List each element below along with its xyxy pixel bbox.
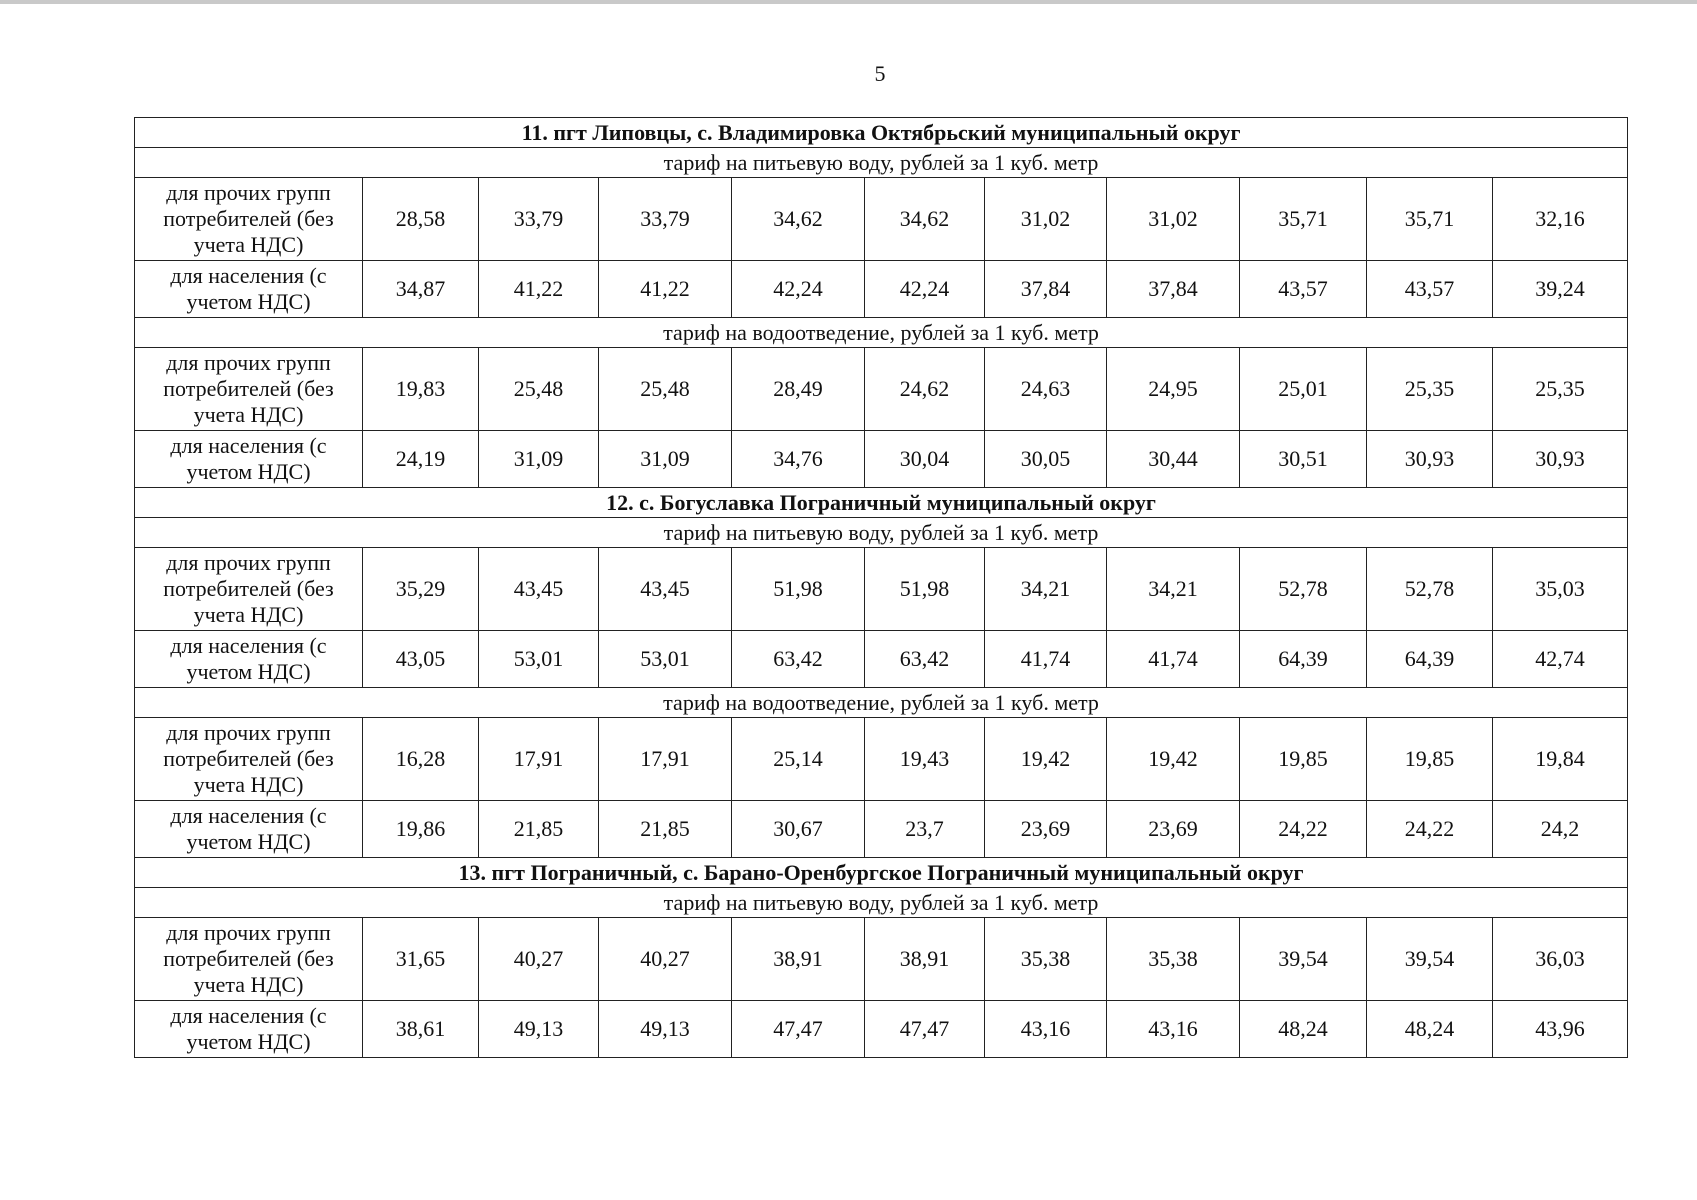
tariff-subheader: тариф на водоотведение, рублей за 1 куб. метр xyxy=(135,688,1628,718)
tariff-value-cell: 25,48 xyxy=(479,348,599,431)
tariff-value-cell: 24,2 xyxy=(1493,801,1628,858)
tariff-value-cell: 24,22 xyxy=(1240,801,1367,858)
tariff-value-cell: 42,24 xyxy=(732,261,865,318)
tariff-value-cell: 30,44 xyxy=(1107,431,1240,488)
tariff-value-cell: 31,09 xyxy=(599,431,732,488)
tariff-value-cell: 31,02 xyxy=(1107,178,1240,261)
table-row xyxy=(135,718,1628,801)
tariff-subheader: тариф на питьевую воду, рублей за 1 куб. метр xyxy=(135,518,1628,548)
page-number: 5 xyxy=(874,61,886,86)
row-label: для прочих групп потребителей (без учета НДС) xyxy=(135,178,363,261)
tariff-value-cell: 19,83 xyxy=(363,348,479,431)
tariff-value-cell: 48,24 xyxy=(1240,1001,1367,1058)
tariff-value-cell: 35,38 xyxy=(985,918,1107,1001)
tariff-value-cell: 63,42 xyxy=(865,631,985,688)
tariff-value-cell: 49,13 xyxy=(479,1001,599,1058)
tariff-value-cell: 35,71 xyxy=(1240,178,1367,261)
tariff-value-cell: 42,24 xyxy=(865,261,985,318)
tariff-value-cell: 33,79 xyxy=(599,178,732,261)
row-label: для прочих групп потребителей (без учета НДС) xyxy=(135,348,363,431)
tariff-value-cell: 49,13 xyxy=(599,1001,732,1058)
tariff-value-cell: 34,76 xyxy=(732,431,865,488)
tariff-value-cell: 24,62 xyxy=(865,348,985,431)
row-label: для прочих групп потребителей (без учета НДС) xyxy=(135,718,363,801)
tariff-value-cell: 63,42 xyxy=(732,631,865,688)
tariff-value-cell: 30,51 xyxy=(1240,431,1367,488)
row-label: для населения (с учетом НДС) xyxy=(135,261,363,318)
tariff-value-cell: 34,87 xyxy=(363,261,479,318)
tariff-value-cell: 34,62 xyxy=(732,178,865,261)
tariff-value-cell: 39,24 xyxy=(1493,261,1628,318)
tariff-value-cell: 23,69 xyxy=(1107,801,1240,858)
tariff-value-cell: 51,98 xyxy=(732,548,865,631)
tariff-value-cell: 39,54 xyxy=(1240,918,1367,1001)
tariff-value-cell: 43,57 xyxy=(1367,261,1493,318)
tariff-value-cell: 40,27 xyxy=(479,918,599,1001)
tariff-subheader-row xyxy=(135,888,1628,918)
tariff-value-cell: 43,16 xyxy=(985,1001,1107,1058)
row-label: для населения (с учетом НДС) xyxy=(135,1001,363,1058)
tariff-value-cell: 24,22 xyxy=(1367,801,1493,858)
table-row xyxy=(135,178,1628,261)
tariff-value-cell: 53,01 xyxy=(599,631,732,688)
tariff-value-cell: 30,04 xyxy=(865,431,985,488)
table-row xyxy=(135,261,1628,318)
tariff-value-cell: 24,19 xyxy=(363,431,479,488)
tariff-value-cell: 21,85 xyxy=(479,801,599,858)
tariff-value-cell: 52,78 xyxy=(1367,548,1493,631)
tariff-value-cell: 21,85 xyxy=(599,801,732,858)
tariff-value-cell: 35,71 xyxy=(1367,178,1493,261)
tariff-value-cell: 24,95 xyxy=(1107,348,1240,431)
tariff-value-cell: 42,74 xyxy=(1493,631,1628,688)
table-row xyxy=(135,548,1628,631)
tariff-value-cell: 38,91 xyxy=(865,918,985,1001)
tariff-value-cell: 64,39 xyxy=(1240,631,1367,688)
row-label: для прочих групп потребителей (без учета НДС) xyxy=(135,918,363,1001)
tariff-value-cell: 17,91 xyxy=(479,718,599,801)
tariff-subheader: тариф на питьевую воду, рублей за 1 куб. метр xyxy=(135,148,1628,178)
tariff-value-cell: 43,45 xyxy=(599,548,732,631)
tariff-value-cell: 41,74 xyxy=(1107,631,1240,688)
tariff-value-cell: 37,84 xyxy=(1107,261,1240,318)
tariff-value-cell: 24,63 xyxy=(985,348,1107,431)
tariff-value-cell: 32,16 xyxy=(1493,178,1628,261)
section-title-row xyxy=(135,118,1628,148)
tariff-value-cell: 30,93 xyxy=(1493,431,1628,488)
tariff-value-cell: 23,69 xyxy=(985,801,1107,858)
row-label: для населения (с учетом НДС) xyxy=(135,431,363,488)
row-label: для населения (с учетом НДС) xyxy=(135,631,363,688)
tariff-value-cell: 53,01 xyxy=(479,631,599,688)
tariff-value-cell: 52,78 xyxy=(1240,548,1367,631)
tariff-value-cell: 41,22 xyxy=(479,261,599,318)
tariff-value-cell: 19,84 xyxy=(1493,718,1628,801)
tariff-value-cell: 28,58 xyxy=(363,178,479,261)
tariff-value-cell: 37,84 xyxy=(985,261,1107,318)
table-row xyxy=(135,631,1628,688)
tariff-subheader-row xyxy=(135,148,1628,178)
tariff-value-cell: 25,48 xyxy=(599,348,732,431)
tariff-subheader-row xyxy=(135,518,1628,548)
tariff-value-cell: 28,49 xyxy=(732,348,865,431)
section-title-row xyxy=(135,858,1628,888)
tariff-value-cell: 33,79 xyxy=(479,178,599,261)
tariff-value-cell: 48,24 xyxy=(1367,1001,1493,1058)
tariff-value-cell: 51,98 xyxy=(865,548,985,631)
table-row xyxy=(135,918,1628,1001)
tariff-value-cell: 19,43 xyxy=(865,718,985,801)
tariff-value-cell: 34,62 xyxy=(865,178,985,261)
tariff-value-cell: 38,91 xyxy=(732,918,865,1001)
tariff-value-cell: 35,03 xyxy=(1493,548,1628,631)
tariff-value-cell: 31,65 xyxy=(363,918,479,1001)
tariff-value-cell: 41,74 xyxy=(985,631,1107,688)
tariff-value-cell: 17,91 xyxy=(599,718,732,801)
tariff-value-cell: 40,27 xyxy=(599,918,732,1001)
tariff-value-cell: 30,93 xyxy=(1367,431,1493,488)
tariff-value-cell: 30,05 xyxy=(985,431,1107,488)
tariff-value-cell: 43,96 xyxy=(1493,1001,1628,1058)
tariff-value-cell: 47,47 xyxy=(865,1001,985,1058)
tariff-subheader-row xyxy=(135,688,1628,718)
tariff-value-cell: 35,29 xyxy=(363,548,479,631)
tariff-subheader: тариф на питьевую воду, рублей за 1 куб. метр xyxy=(135,888,1628,918)
tariff-value-cell: 35,38 xyxy=(1107,918,1240,1001)
tariff-value-cell: 43,05 xyxy=(363,631,479,688)
scan-top-edge xyxy=(0,0,1697,4)
row-label: для населения (с учетом НДС) xyxy=(135,801,363,858)
tariff-value-cell: 31,02 xyxy=(985,178,1107,261)
tariff-value-cell: 30,67 xyxy=(732,801,865,858)
tariff-value-cell: 25,14 xyxy=(732,718,865,801)
table-body xyxy=(135,118,1628,1058)
section-title: 13. пгт Пограничный, с. Барано-Оренбургское Пограничный муниципальный округ xyxy=(135,858,1628,888)
tariff-value-cell: 41,22 xyxy=(599,261,732,318)
tariff-value-cell: 31,09 xyxy=(479,431,599,488)
tariff-value-cell: 19,86 xyxy=(363,801,479,858)
tariff-table xyxy=(134,117,1628,1058)
tariff-value-cell: 36,03 xyxy=(1493,918,1628,1001)
tariff-subheader-row xyxy=(135,318,1628,348)
table-row xyxy=(135,1001,1628,1058)
section-title-row xyxy=(135,488,1628,518)
section-title: 12. с. Богуславка Пограничный муниципальный округ xyxy=(135,488,1628,518)
tariff-value-cell: 19,85 xyxy=(1367,718,1493,801)
tariff-value-cell: 25,35 xyxy=(1493,348,1628,431)
tariff-value-cell: 47,47 xyxy=(732,1001,865,1058)
tariff-value-cell: 25,01 xyxy=(1240,348,1367,431)
tariff-value-cell: 34,21 xyxy=(985,548,1107,631)
tariff-value-cell: 43,45 xyxy=(479,548,599,631)
tariff-value-cell: 64,39 xyxy=(1367,631,1493,688)
tariff-value-cell: 43,57 xyxy=(1240,261,1367,318)
table-row xyxy=(135,348,1628,431)
tariff-value-cell: 19,85 xyxy=(1240,718,1367,801)
table-row xyxy=(135,431,1628,488)
tariff-value-cell: 25,35 xyxy=(1367,348,1493,431)
tariff-value-cell: 16,28 xyxy=(363,718,479,801)
tariff-value-cell: 43,16 xyxy=(1107,1001,1240,1058)
table-row xyxy=(135,801,1628,858)
tariff-value-cell: 19,42 xyxy=(1107,718,1240,801)
tariff-value-cell: 39,54 xyxy=(1367,918,1493,1001)
tariff-value-cell: 34,21 xyxy=(1107,548,1240,631)
tariff-value-cell: 19,42 xyxy=(985,718,1107,801)
section-title: 11. пгт Липовцы, с. Владимировка Октябрьский муниципальный округ xyxy=(135,118,1628,148)
tariff-value-cell: 23,7 xyxy=(865,801,985,858)
tariff-subheader: тариф на водоотведение, рублей за 1 куб. метр xyxy=(135,318,1628,348)
row-label: для прочих групп потребителей (без учета НДС) xyxy=(135,548,363,631)
tariff-value-cell: 38,61 xyxy=(363,1001,479,1058)
